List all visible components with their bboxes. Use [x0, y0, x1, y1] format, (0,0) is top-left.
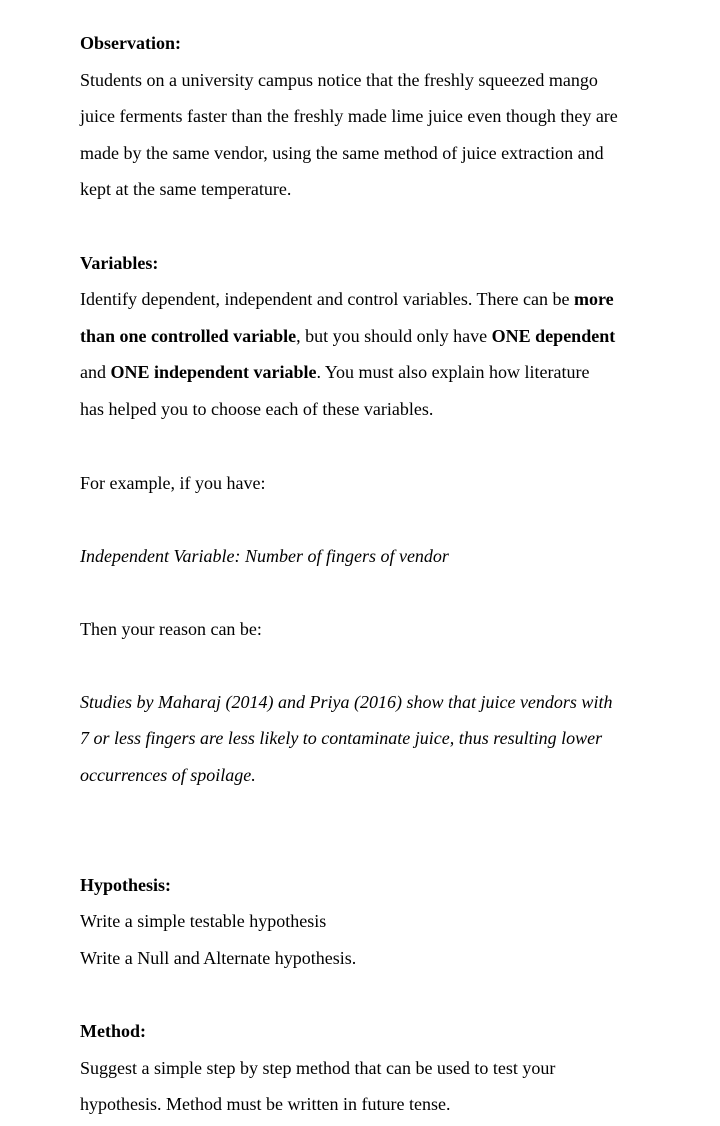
variables-emphasis: ONE independent variable	[110, 362, 317, 382]
example-intro: For example, if you have:	[80, 473, 266, 493]
variables-line	[80, 362, 590, 382]
variables-emphasis: than one controlled variable	[80, 326, 297, 346]
variables-emphasis: more	[573, 289, 614, 309]
variables-emphasis: ONE dependent	[491, 326, 616, 346]
variables-text: and	[80, 362, 111, 382]
observation-heading: Observation:	[80, 33, 181, 53]
variables-text: . You must also explain how literature	[316, 362, 590, 382]
example-reason-line: occurrences of spoilage.	[80, 765, 256, 785]
method-line: Suggest a simple step by step method that can be used to test your	[80, 1058, 556, 1078]
variables-heading: Variables:	[80, 253, 159, 273]
example-reason-line: 7 or less fingers are less likely to contaminate juice, thus resulting lower	[80, 728, 603, 748]
variables-line: has helped you to choose each of these variables.	[80, 399, 434, 419]
hypothesis-heading: Hypothesis:	[80, 875, 172, 895]
variables-line	[80, 326, 615, 346]
observation-line: Students on a university campus notice that the freshly squeezed mango	[80, 70, 598, 90]
method-heading: Method:	[80, 1021, 146, 1041]
hypothesis-line: Write a Null and Alternate hypothesis.	[80, 948, 357, 968]
observation-line: made by the same vendor, using the same method of juice extraction and	[80, 143, 604, 163]
variables-text: , but you should only have	[296, 326, 492, 346]
example-reason-intro: Then your reason can be:	[80, 619, 262, 639]
variables-line	[80, 289, 614, 309]
example-reason-line: Studies by Maharaj (2014) and Priya (2016) show that juice vendors with	[80, 692, 613, 712]
example-independent-variable: Independent Variable: Number of fingers of vendor	[80, 546, 449, 566]
hypothesis-line: Write a simple testable hypothesis	[80, 911, 327, 931]
method-line: hypothesis. Method must be written in future tense.	[80, 1094, 451, 1114]
observation-line: juice ferments faster than the freshly made lime juice even though they are	[80, 106, 618, 126]
observation-line: kept at the same temperature.	[80, 179, 292, 199]
variables-text: Identify dependent, independent and control variables. There can be	[80, 289, 574, 309]
